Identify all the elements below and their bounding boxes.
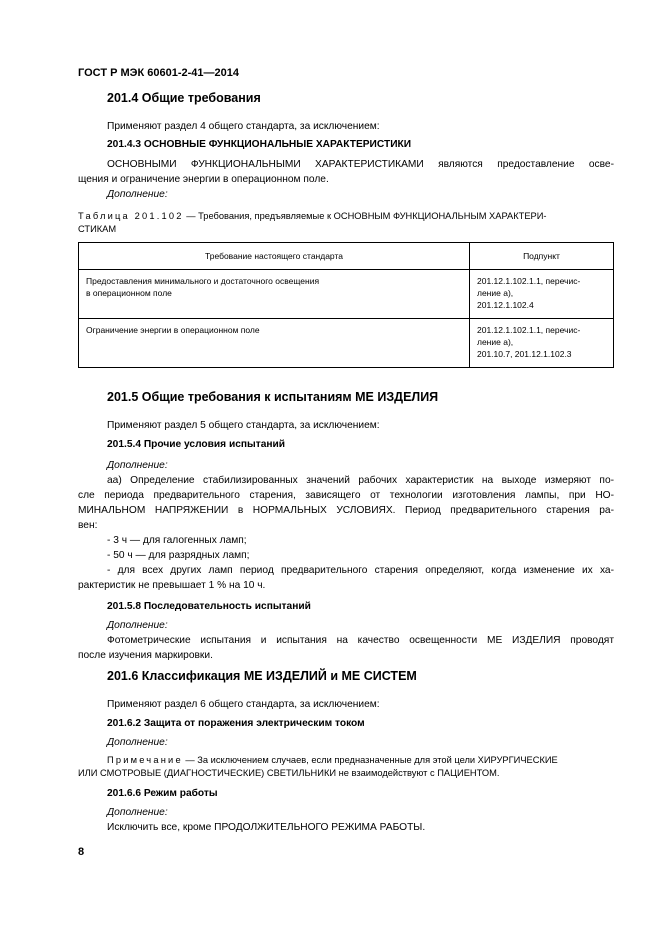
subsection-201-5-4-title: 201.5.4 Прочие условия испытаний [107,439,286,450]
list-item: - 3 ч — для галогенных ламп; [107,535,247,546]
cell-line: 201.12.1.102.1.1, перечис- [477,325,581,335]
note-line [107,754,614,767]
cell-line: Ограничение энергии в операционном поле [86,325,260,335]
cell-line: ление а), [477,288,514,298]
paragraph-line: ОСНОВНЫМИ ФУНКЦИОНАЛЬНЫМИ ХАРАКТЕРИСТИКАМИ являются предоставление осве- [107,159,614,170]
section-201-6-intro: Применяют раздел 6 общего стандарта, за исключением: [107,699,380,710]
document-header: ГОСТ Р МЭК 60601-2-41—2014 [78,67,239,79]
cell-line: 201.10.7, 201.12.1.102.3 [477,349,572,359]
paragraph-line: после изучения маркировки. [78,650,213,661]
table-cell-subclause [470,319,614,368]
paragraph-line: щения и ограничение энергии в операционном поле. [78,174,329,185]
addition-label: Дополнение: [107,460,168,471]
table-caption-text: — Требования, предъявляемые к ОСНОВНЫМ ФУНКЦИОНАЛЬНЫМ ХАРАКТЕРИ- [186,211,547,221]
cell-line: ление а), [477,337,514,347]
table-caption-continued: СТИКАМ [78,224,117,234]
subsection-201-6-6-title: 201.6.6 Режим работы [107,788,218,799]
subsection-201-6-2-title: 201.6.2 Защита от поражения электрическим током [107,718,365,729]
cell-line: Предоставления минимального и достаточного освещения [86,276,320,286]
subsection-201-4-3-title: 201.4.3 ОСНОВНЫЕ ФУНКЦИОНАЛЬНЫЕ ХАРАКТЕРИСТИКИ [107,139,412,150]
paragraph-line: аа) Определение стабилизированных значений рабочих характеристик на выходе измеряют по- [107,475,614,486]
requirements-table [78,242,614,368]
paragraph-line: МИНАЛЬНОМ НАПРЯЖЕНИИ в НОРМАЛЬНЫХ УСЛОВИЯХ. Период предварительного старения ра- [78,505,614,516]
note-text: — За исключением случаев, если предназначенные для этой цели ХИРУРГИЧЕСКИЕ [185,755,558,765]
addition-label: Дополнение: [107,807,168,818]
section-201-4-intro: Применяют раздел 4 общего стандарта, за исключением: [107,121,380,132]
table-row [79,270,614,319]
page-number: 8 [78,846,85,858]
cell-line: в операционном поле [86,288,172,298]
table-header-cell: Требование настоящего стандарта [79,243,470,270]
addition-label: Дополнение: [107,620,168,631]
addition-label: Дополнение: [107,189,168,200]
table-cell-requirement [79,270,470,319]
cell-line: 201.12.1.102.1.1, перечис- [477,276,581,286]
addition-label: Дополнение: [107,737,168,748]
table-caption [78,210,614,223]
table-row [79,319,614,368]
section-201-6-title: 201.6 Классификация МЕ ИЗДЕЛИЙ и МЕ СИСТЕМ [107,669,417,683]
note-label: Примечание [107,755,183,765]
table-header-cell: Подпункт [470,243,614,270]
table-caption-label: Таблица 201.102 [78,211,184,221]
section-201-5-intro: Применяют раздел 5 общего стандарта, за исключением: [107,420,380,431]
list-item: - 50 ч — для разрядных ламп; [107,550,250,561]
section-201-4-title: 201.4 Общие требования [107,91,261,105]
paragraph-line: Исключить все, кроме ПРОДОЛЖИТЕЛЬНОГО РЕЖИМА РАБОТЫ. [107,822,426,833]
table-cell-requirement [79,319,470,368]
table-cell-subclause [470,270,614,319]
table-header-row [79,243,614,270]
note-line: ИЛИ СМОТРОВЫЕ (ДИАГНОСТИЧЕСКИЕ) СВЕТИЛЬНИКИ не взаимодействуют с ПАЦИЕНТОМ. [78,768,500,778]
section-201-5-title: 201.5 Общие требования к испытаниям МЕ ИЗДЕЛИЯ [107,390,439,404]
list-item: - для всех других ламп период предварительного старения определяют, когда изменение их ха- [107,565,614,576]
paragraph-line: сле периода предварительного старения, зависящего от технологии изготовления лампы, при НО- [78,490,614,501]
list-item-continued: рактеристик не превышает 1 % на 10 ч. [78,580,266,591]
paragraph-line: Фотометрические испытания и испытания на качество освещенности МЕ ИЗДЕЛИЯ проводят [107,635,614,646]
cell-line: 201.12.1.102.4 [477,300,534,310]
subsection-201-5-8-title: 201.5.8 Последовательность испытаний [107,601,311,612]
paragraph-line: вен: [78,520,98,531]
